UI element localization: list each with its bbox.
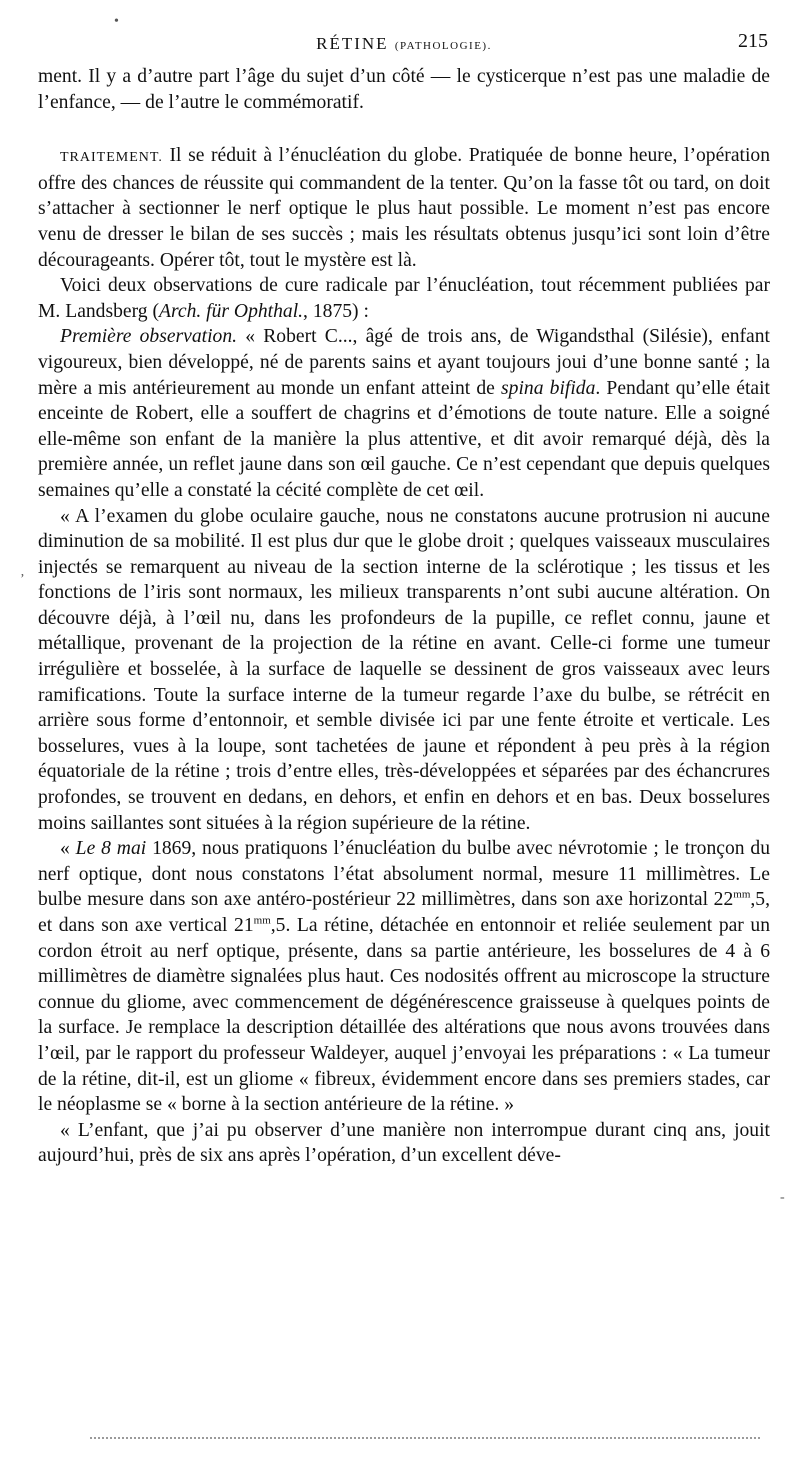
paragraph-text: « Robert C..., âgé de trois ans, de Wigandsthal (Silésie), enfant vigoureux, bien développé, né de parents sains et ayant toujours joui d’une bonne santé ; la mère a mis antérieurement au monde un enfant atteint de (38, 326, 770, 399)
running-title-main: RÉTINE (316, 34, 389, 53)
body-text (38, 64, 770, 1169)
paragraph-text: Il se réduit à l’énucléation du globe. Pratiquée de bonne heure, l’opération offre des chances de réussite qui commandent de la tenter. Qu’on la fasse tôt ou tard, on doit s’attacher à sectionner le nerf optique le plus haut possible. Le moment n’est pas encore venu de dresser le bilan de ses succès ; mais les résultats obtenus jusqu’ici sont loin d’être décourageants. Opérer tôt, tout le mystère est là. (38, 145, 770, 271)
unit-superscript: mm (733, 888, 751, 901)
margin-mark: - (780, 1190, 785, 1205)
page-number: 215 (738, 30, 768, 52)
observation-label: Première observation. (60, 326, 238, 348)
paragraph-enucleation (38, 836, 770, 1118)
paragraph-text: Voici deux observations de cure radicale par l’énucléation, tout récemment publiées par M. Landsberg ( (38, 275, 770, 322)
paragraph-observations-intro (38, 273, 770, 324)
unit-superscript: mm (253, 914, 271, 927)
paragraph-text: « A l’examen du globe oculaire gauche, nous ne constatons aucune protrusion ni aucune diminution de sa mobilité. Il est plus dur que le globe droit ; quelques vaisseaux musculaires injectés se remarquent au niveau de la section interne de la sclérotique ; les tissus et les fonctions de l’iris sont normaux, les milieux transparents n’ont subi aucune altération. On découvre déjà, à l’œil nu, dans les profondeurs de la pupille, ce reflet connu, jaune et métallique, provenant de la projection de la rétine en avant. Celle-ci forme une tumeur irrégulière et bosselée, à la surface de laquelle se dessinent de gros vaisseaux avec leurs ramifications. Toute la surface interne de la tumeur regarde l’axe du bulbe, se rétrécit en arrière sous forme d’entonnoir, et semble divisée ici par une fente étroite et verticale. Les bosselures, vues à la loupe, sont tachetées de jaune et répondent à peu près à la région équatoriale de la rétine ; trois d’entre elles, très-développées et séparées par des échancrures profondes, se trouvent en dedans, en dehors, et enfin en dehors et en bas. Deux bosselures moins saillantes sont situées à la région supérieure de la rétine. (38, 505, 770, 834)
paragraph-text: « L’enfant, que j’ai pu observer d’une manière non interrompue durant cinq ans, jouit aujourd’hui, près de six ans après l’opération, d’un excellent déve- (38, 1119, 770, 1167)
paragraph-continuation (38, 64, 770, 115)
section-label-treatment: TRAITEMENT. (60, 150, 163, 166)
medical-term: spina bifida (501, 377, 596, 399)
running-title (38, 34, 770, 54)
paragraph-text: ,5, et dans son axe vertical 21 (38, 889, 770, 936)
paragraph-text: ,5. La rétine, détachée en entonnoir et reliée seulement par un cordon étroit au nerf optique, présente, dans sa partie antérieure, les bosselures de 4 à 6 millimètres de diamètre signalées plus haut. Ces nodosités offrent au microscope la structure connue du gliome, avec commencement de dégénérescence graisseuse à quelques points de la surface. Je remplace la description détaillée des altérations que nous avons trouvées dans l’œil, par le rapport du professeur Waldeyer, auquel j’envoyai les préparations : « La tumeur de la rétine, dit-il, est un gliome « fibreux, évidemment encore dans ses premiers stades, car le néoplasme se « borne à la section antérieure de la rétine. » (38, 915, 770, 1116)
journal-reference: Arch. für Ophthal. (159, 300, 304, 322)
paragraph-follow-up (38, 1118, 770, 1169)
paragraph-text: ment. Il y a d’autre part l’âge du sujet d’un côté — le cysticerque n’est pas une maladie de l’enfance, — de l’autre le commémoratif. (38, 66, 770, 113)
paragraph-text: . Pendant qu’elle était enceinte de Robert, elle a souffert de chagrins et d’émotions de toute nature. Elle a soigné elle-même son enfant de la manière la plus attentive, et dit avoir remarqué déjà, dès la première année, un reflet jaune dans son œil gauche. Ce n’est cependant que depuis quelques semaines qu’elle a constaté la cécité complète de cet œil. (38, 377, 770, 501)
running-title-sub: (PATHOLOGIE). (394, 40, 492, 52)
paragraph-examination (38, 504, 770, 837)
paragraph-text: « (60, 838, 76, 860)
page-header (38, 28, 770, 64)
paragraph-text: , 1875) : (303, 300, 369, 322)
footer-rule (90, 1437, 760, 1439)
paragraph-first-observation (38, 324, 770, 503)
margin-mark: ’ (20, 572, 25, 587)
paragraph-text: 1869, nous pratiquons l’énucléation du bulbe avec névrotomie ; le tronçon du nerf optique, dont nous constatons l’état absolument normal, mesure 11 millimètres. Le bulbe mesure dans son axe antéro-postérieur 22 millimètres, dans son axe horizontal 22 (38, 838, 771, 911)
date-label: Le 8 mai (75, 838, 147, 860)
paragraph-treatment (38, 143, 770, 273)
margin-mark: • (114, 14, 119, 29)
page (38, 28, 770, 1169)
